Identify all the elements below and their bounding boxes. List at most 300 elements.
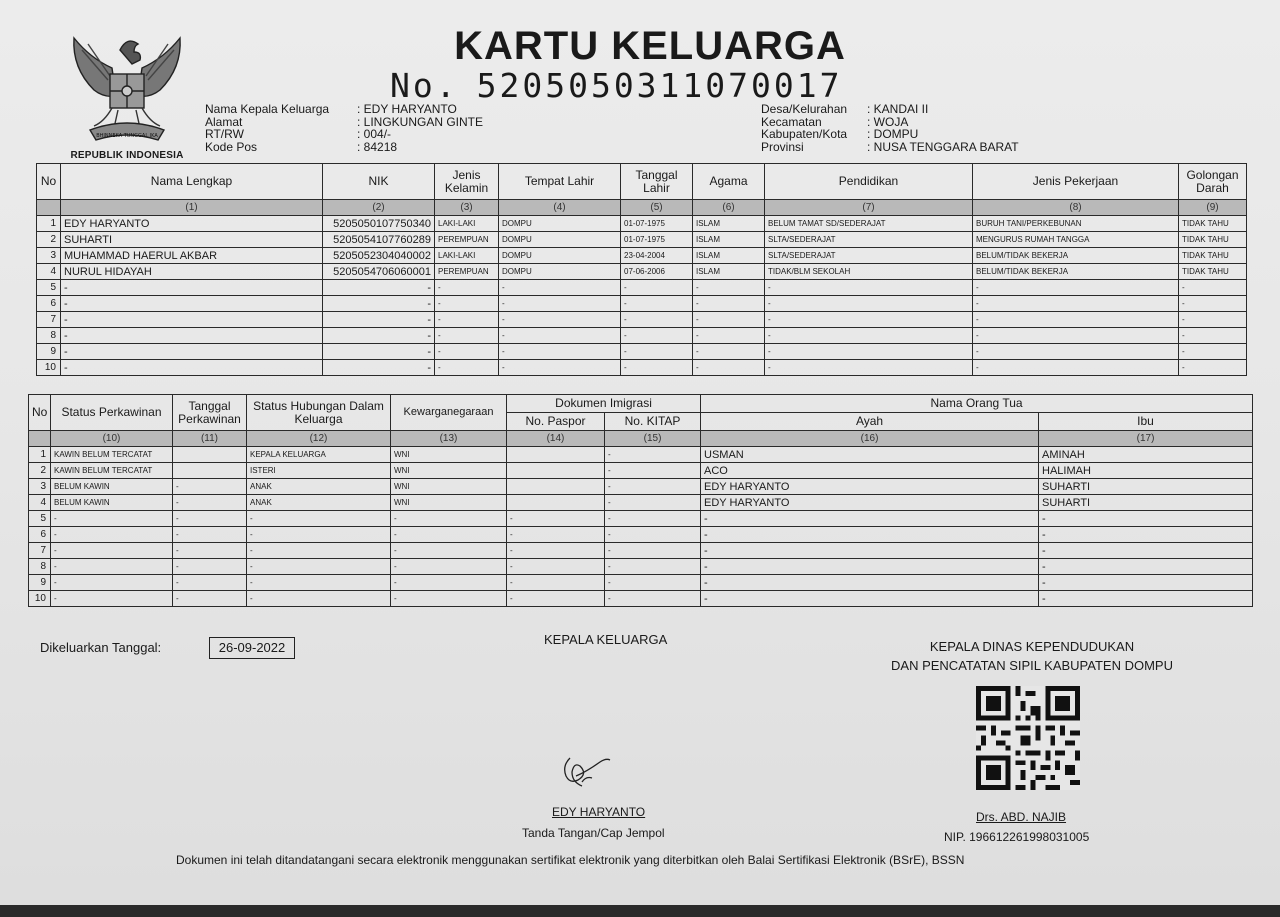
column-header: Nama Orang Tua <box>701 395 1253 413</box>
table-cell: - <box>693 280 765 296</box>
table-cell: 5205054107760289 <box>323 232 435 248</box>
table-cell: ISTERI <box>247 463 391 479</box>
info-row <box>205 141 483 154</box>
column-number: (9) <box>1179 200 1247 216</box>
table-cell: - <box>605 495 701 511</box>
table-cell: 3 <box>29 479 51 495</box>
table-cell: - <box>693 296 765 312</box>
table-cell: - <box>61 360 323 376</box>
table-cell: - <box>621 360 693 376</box>
column-header: Golongan Darah <box>1179 164 1247 200</box>
table-cell: - <box>499 328 621 344</box>
table-cell: SLTA/SEDERAJAT <box>765 232 973 248</box>
info-row <box>761 128 1019 141</box>
table-cell: HALIMAH <box>1039 463 1253 479</box>
column-header: Tempat Lahir <box>499 164 621 200</box>
table-cell: - <box>1179 296 1247 312</box>
table-cell: WNI <box>391 463 507 479</box>
table-cell: 9 <box>37 344 61 360</box>
table-cell: 6 <box>29 527 51 543</box>
table-cell: - <box>605 591 701 607</box>
table-row <box>29 479 1253 495</box>
table-cell: BELUM/TIDAK BEKERJA <box>973 248 1179 264</box>
table-cell: - <box>391 575 507 591</box>
table-cell: - <box>973 328 1179 344</box>
table-cell: EDY HARYANTO <box>701 479 1039 495</box>
table-cell: - <box>173 559 247 575</box>
column-number: (5) <box>621 200 693 216</box>
info-label: Kabupaten/Kota <box>761 127 848 141</box>
table-cell: - <box>391 511 507 527</box>
table-cell: - <box>701 575 1039 591</box>
table-cell: - <box>1039 511 1253 527</box>
table-cell: - <box>693 360 765 376</box>
members-table <box>36 163 1247 376</box>
table-cell: - <box>51 559 173 575</box>
column-header: No <box>37 164 61 200</box>
table-cell: - <box>1039 527 1253 543</box>
table-cell: - <box>1179 344 1247 360</box>
table-cell: 5205052304040002 <box>323 248 435 264</box>
table-row <box>37 296 1247 312</box>
table-cell: - <box>173 527 247 543</box>
table-cell: - <box>61 280 323 296</box>
table-cell: TIDAK TAHU <box>1179 264 1247 280</box>
table-cell: - <box>1179 328 1247 344</box>
table-cell: ISLAM <box>693 216 765 232</box>
table-cell: 8 <box>37 328 61 344</box>
table-cell: - <box>247 591 391 607</box>
table-cell: - <box>323 344 435 360</box>
table-cell: - <box>51 543 173 559</box>
info-label: Alamat <box>205 114 243 129</box>
table-cell: - <box>701 543 1039 559</box>
column-header: Nama Lengkap <box>61 164 323 200</box>
table-row <box>37 344 1247 360</box>
column-header: Tanggal Perkawinan <box>173 395 247 431</box>
table-cell: - <box>323 312 435 328</box>
table-cell: 01-07-1975 <box>621 216 693 232</box>
column-number: (6) <box>693 200 765 216</box>
table-cell: - <box>247 575 391 591</box>
table-cell: - <box>51 591 173 607</box>
column-number: (15) <box>605 431 701 447</box>
table-cell: WNI <box>391 447 507 463</box>
column-header: Status Perkawinan <box>51 395 173 431</box>
table-cell: 2 <box>37 232 61 248</box>
info-row <box>761 103 1019 116</box>
table-cell <box>507 495 605 511</box>
table-cell: - <box>605 543 701 559</box>
table-row <box>37 312 1247 328</box>
table-row <box>29 527 1253 543</box>
table-row <box>29 575 1253 591</box>
table-cell: - <box>973 344 1179 360</box>
table-cell: - <box>247 543 391 559</box>
table-cell: - <box>765 280 973 296</box>
table-cell: - <box>765 296 973 312</box>
table-cell: - <box>765 328 973 344</box>
table-cell: ISLAM <box>693 248 765 264</box>
table-cell: ISLAM <box>693 264 765 280</box>
status-parents-table <box>28 394 1253 607</box>
table-cell: - <box>693 312 765 328</box>
table-row <box>37 232 1247 248</box>
table-cell: DOMPU <box>499 232 621 248</box>
table-cell: - <box>507 591 605 607</box>
signature-label: Tanda Tangan/Cap Jempol <box>522 826 665 840</box>
table-cell: 9 <box>29 575 51 591</box>
info-label: Nama Kepala Keluarga <box>205 102 330 116</box>
table-row <box>37 216 1247 232</box>
table-cell: - <box>507 527 605 543</box>
table-cell: 4 <box>29 495 51 511</box>
table-cell: SUHARTI <box>61 232 323 248</box>
table-cell: NURUL HIDAYAH <box>61 264 323 280</box>
table-cell: LAKI-LAKI <box>435 216 499 232</box>
table-cell: - <box>61 344 323 360</box>
table-cell: - <box>1179 312 1247 328</box>
table-cell: 5 <box>29 511 51 527</box>
table-cell: ANAK <box>247 495 391 511</box>
agency-title <box>874 637 1190 675</box>
info-row <box>205 116 483 129</box>
official-nip: NIP. 196612261998031005 <box>944 830 1090 844</box>
family-head-name: EDY HARYANTO <box>552 805 646 819</box>
table-cell: AMINAH <box>1039 447 1253 463</box>
table-cell: 5205050107750340 <box>323 216 435 232</box>
table-cell: ANAK <box>247 479 391 495</box>
table-row <box>29 495 1253 511</box>
agency-line: DAN PENCATATAN SIPIL KABUPATEN DOMPU <box>891 658 1173 673</box>
table-cell: TIDAK TAHU <box>1179 216 1247 232</box>
column-number: (8) <box>973 200 1179 216</box>
table-cell: BELUM/TIDAK BEKERJA <box>973 264 1179 280</box>
table-row <box>29 511 1253 527</box>
column-header: No. Paspor <box>507 413 605 431</box>
table-cell: - <box>701 527 1039 543</box>
qr-code-icon <box>976 686 1080 790</box>
table-cell: - <box>605 527 701 543</box>
table-cell: - <box>507 511 605 527</box>
table-cell: - <box>499 280 621 296</box>
table-row <box>29 591 1253 607</box>
column-number: (2) <box>323 200 435 216</box>
table-row <box>37 264 1247 280</box>
column-number: (4) <box>499 200 621 216</box>
table-cell: - <box>391 591 507 607</box>
table-cell: - <box>765 344 973 360</box>
table-cell: - <box>499 360 621 376</box>
table-cell: 7 <box>29 543 51 559</box>
table-cell: BELUM KAWIN <box>51 495 173 511</box>
info-row <box>205 128 483 141</box>
table-cell: - <box>391 559 507 575</box>
table-cell: - <box>173 479 247 495</box>
table-cell: - <box>973 296 1179 312</box>
info-value: : LINGKUNGAN GINTE <box>357 114 484 129</box>
table-cell: DOMPU <box>499 216 621 232</box>
column-number: (12) <box>247 431 391 447</box>
kk-number-label: No. <box>390 66 459 105</box>
table-cell: 07-06-2006 <box>621 264 693 280</box>
table-cell: 6 <box>37 296 61 312</box>
table-row <box>37 328 1247 344</box>
table-cell: 10 <box>37 360 61 376</box>
column-header: Status Hubungan Dalam Keluarga <box>247 395 391 431</box>
signature-icon <box>556 752 616 794</box>
info-label: Kecamatan <box>761 114 822 129</box>
column-header: NIK <box>323 164 435 200</box>
table-cell: - <box>435 296 499 312</box>
table-cell: - <box>605 559 701 575</box>
column-header: No. KITAP <box>605 413 701 431</box>
table-cell: SUHARTI <box>1039 495 1253 511</box>
column-header: Jenis Kelamin <box>435 164 499 200</box>
table-cell: - <box>605 479 701 495</box>
table-cell: ACO <box>701 463 1039 479</box>
table-cell: 23-04-2004 <box>621 248 693 264</box>
table-cell: 5205054706060001 <box>323 264 435 280</box>
table-cell: KAWIN BELUM TERCATAT <box>51 447 173 463</box>
table-cell: - <box>507 543 605 559</box>
table-cell: ISLAM <box>693 232 765 248</box>
table-cell: - <box>605 463 701 479</box>
column-number <box>29 431 51 447</box>
table-cell: - <box>61 312 323 328</box>
table-cell: - <box>323 328 435 344</box>
issued-date-label: Dikeluarkan Tanggal: <box>40 640 162 655</box>
table-cell: - <box>323 280 435 296</box>
table-cell: - <box>247 511 391 527</box>
table-cell: - <box>247 559 391 575</box>
table-cell: KAWIN BELUM TERCATAT <box>51 463 173 479</box>
column-header: Agama <box>693 164 765 200</box>
table-cell: WNI <box>391 479 507 495</box>
table-cell: 8 <box>29 559 51 575</box>
table-cell: - <box>507 575 605 591</box>
info-value: : 004/- <box>357 127 392 141</box>
table-cell: - <box>973 360 1179 376</box>
column-number: (13) <box>391 431 507 447</box>
table-cell: - <box>701 591 1039 607</box>
table-cell: - <box>973 280 1179 296</box>
table-cell: - <box>1039 543 1253 559</box>
table-cell: EDY HARYANTO <box>61 216 323 232</box>
issued-date-value: 26-09-2022 <box>209 637 295 659</box>
table-cell: - <box>51 575 173 591</box>
table-cell: DOMPU <box>499 264 621 280</box>
table-cell: - <box>435 360 499 376</box>
table-cell: - <box>173 591 247 607</box>
info-label: Provinsi <box>761 139 804 154</box>
table-cell: 3 <box>37 248 61 264</box>
column-number: (11) <box>173 431 247 447</box>
column-number-row <box>29 431 1253 447</box>
column-number: (3) <box>435 200 499 216</box>
table-row <box>37 280 1247 296</box>
family-head-label: KEPALA KELUARGA <box>544 632 668 647</box>
table-cell <box>173 447 247 463</box>
table-cell: TIDAK TAHU <box>1179 232 1247 248</box>
info-value: : NUSA TENGGARA BARAT <box>867 139 1019 154</box>
table-cell: WNI <box>391 495 507 511</box>
agency-line: KEPALA DINAS KEPENDUDUKAN <box>929 639 1135 654</box>
table-cell: - <box>435 280 499 296</box>
table-cell: - <box>173 575 247 591</box>
table-cell: MUHAMMAD HAERUL AKBAR <box>61 248 323 264</box>
info-row <box>761 141 1019 154</box>
table-cell: - <box>701 511 1039 527</box>
table-cell: - <box>507 559 605 575</box>
emblem-motto-text: BHINNEKA TUNGGAL IKA <box>96 133 158 139</box>
table-cell: 5 <box>37 280 61 296</box>
column-header: Ayah <box>701 413 1039 431</box>
column-header: Ibu <box>1039 413 1253 431</box>
table-cell: - <box>605 447 701 463</box>
document-title: KARTU KELUARGA <box>454 24 846 68</box>
table-cell: - <box>391 543 507 559</box>
electronic-signature-note: Dokumen ini telah ditandatangani secara elektronik menggunakan sertifikat elektronik yang diterbitkan oleh Balai Sertifikasi Elektronik (BSrE), BSSN <box>176 853 965 867</box>
status-header-row <box>29 395 1253 413</box>
table-row <box>37 248 1247 264</box>
table-cell: BELUM KAWIN <box>51 479 173 495</box>
table-row <box>29 543 1253 559</box>
table-cell: - <box>435 344 499 360</box>
table-cell: PEREMPUAN <box>435 264 499 280</box>
column-number: (7) <box>765 200 973 216</box>
official-name: Drs. ABD. NAJIB <box>976 810 1067 824</box>
table-cell: - <box>693 344 765 360</box>
table-cell: - <box>1039 559 1253 575</box>
column-header: Jenis Pekerjaan <box>973 164 1179 200</box>
table-cell: - <box>247 527 391 543</box>
table-cell <box>507 447 605 463</box>
column-number: (1) <box>61 200 323 216</box>
info-row <box>205 103 483 116</box>
table-cell: - <box>323 296 435 312</box>
table-cell: - <box>1039 591 1253 607</box>
column-number: (14) <box>507 431 605 447</box>
column-header: No <box>29 395 51 431</box>
table-cell: KEPALA KELUARGA <box>247 447 391 463</box>
kk-number-value: 5205050311070017 <box>476 66 843 105</box>
table-cell: 4 <box>37 264 61 280</box>
info-value: : KANDAI II <box>867 102 929 116</box>
table-cell: LAKI-LAKI <box>435 248 499 264</box>
table-cell: DOMPU <box>499 248 621 264</box>
column-number: (16) <box>701 431 1039 447</box>
table-cell: - <box>499 296 621 312</box>
table-cell: - <box>765 360 973 376</box>
table-cell: MENGURUS RUMAH TANGGA <box>973 232 1179 248</box>
table-cell: - <box>499 312 621 328</box>
emblem-caption: REPUBLIK INDONESIA <box>70 150 184 161</box>
table-cell: - <box>621 280 693 296</box>
table-cell: - <box>173 511 247 527</box>
table-cell: - <box>621 312 693 328</box>
column-number <box>37 200 61 216</box>
table-cell: - <box>621 296 693 312</box>
table-cell: PEREMPUAN <box>435 232 499 248</box>
table-cell: - <box>173 543 247 559</box>
column-header: Kewarganegaraan <box>391 395 507 431</box>
table-cell: - <box>693 328 765 344</box>
info-label: Kode Pos <box>205 139 258 154</box>
table-cell: USMAN <box>701 447 1039 463</box>
column-header: Tanggal Lahir <box>621 164 693 200</box>
table-cell <box>507 463 605 479</box>
table-cell: - <box>173 495 247 511</box>
table-cell: - <box>973 312 1179 328</box>
table-cell: BELUM TAMAT SD/SEDERAJAT <box>765 216 973 232</box>
table-cell: - <box>621 328 693 344</box>
table-cell: - <box>51 527 173 543</box>
table-cell <box>507 479 605 495</box>
column-number: (17) <box>1039 431 1253 447</box>
table-cell: 2 <box>29 463 51 479</box>
table-cell: - <box>435 328 499 344</box>
table-cell: - <box>1179 360 1247 376</box>
info-value: : WOJA <box>867 114 909 129</box>
table-cell: 1 <box>37 216 61 232</box>
table-cell: EDY HARYANTO <box>701 495 1039 511</box>
table-row <box>37 360 1247 376</box>
table-row <box>29 447 1253 463</box>
table-cell: 1 <box>29 447 51 463</box>
table-row <box>29 559 1253 575</box>
table-cell: - <box>61 296 323 312</box>
table-cell: - <box>605 575 701 591</box>
info-label: RT/RW <box>205 127 244 141</box>
column-number-row <box>37 200 1247 216</box>
info-value: : DOMPU <box>867 127 919 141</box>
table-cell: - <box>499 344 621 360</box>
table-cell: SLTA/SEDERAJAT <box>765 248 973 264</box>
info-label: Desa/Kelurahan <box>761 102 848 116</box>
table-cell: - <box>1039 575 1253 591</box>
column-header: Pendidikan <box>765 164 973 200</box>
table-cell: - <box>765 312 973 328</box>
column-number: (10) <box>51 431 173 447</box>
table-cell: BURUH TANI/PERKEBUNAN <box>973 216 1179 232</box>
column-header: Dokumen Imigrasi <box>507 395 701 413</box>
table-cell: - <box>1179 280 1247 296</box>
table-cell: 01-07-1975 <box>621 232 693 248</box>
members-header-row <box>37 164 1247 200</box>
table-cell: - <box>61 328 323 344</box>
table-cell <box>173 463 247 479</box>
info-value: : EDY HARYANTO <box>357 102 457 116</box>
table-cell: TIDAK TAHU <box>1179 248 1247 264</box>
table-cell: - <box>391 527 507 543</box>
table-cell: - <box>435 312 499 328</box>
kk-number <box>390 66 843 105</box>
table-cell: TIDAK/BLM SEKOLAH <box>765 264 973 280</box>
household-info-right <box>761 103 1019 153</box>
table-cell: 7 <box>37 312 61 328</box>
table-cell: 10 <box>29 591 51 607</box>
table-cell: SUHARTI <box>1039 479 1253 495</box>
household-info-left <box>205 103 483 153</box>
info-value: : 84218 <box>357 139 398 154</box>
table-cell: - <box>701 559 1039 575</box>
table-cell: - <box>605 511 701 527</box>
table-cell: - <box>621 344 693 360</box>
table-cell: - <box>51 511 173 527</box>
table-row <box>29 463 1253 479</box>
table-cell: - <box>323 360 435 376</box>
